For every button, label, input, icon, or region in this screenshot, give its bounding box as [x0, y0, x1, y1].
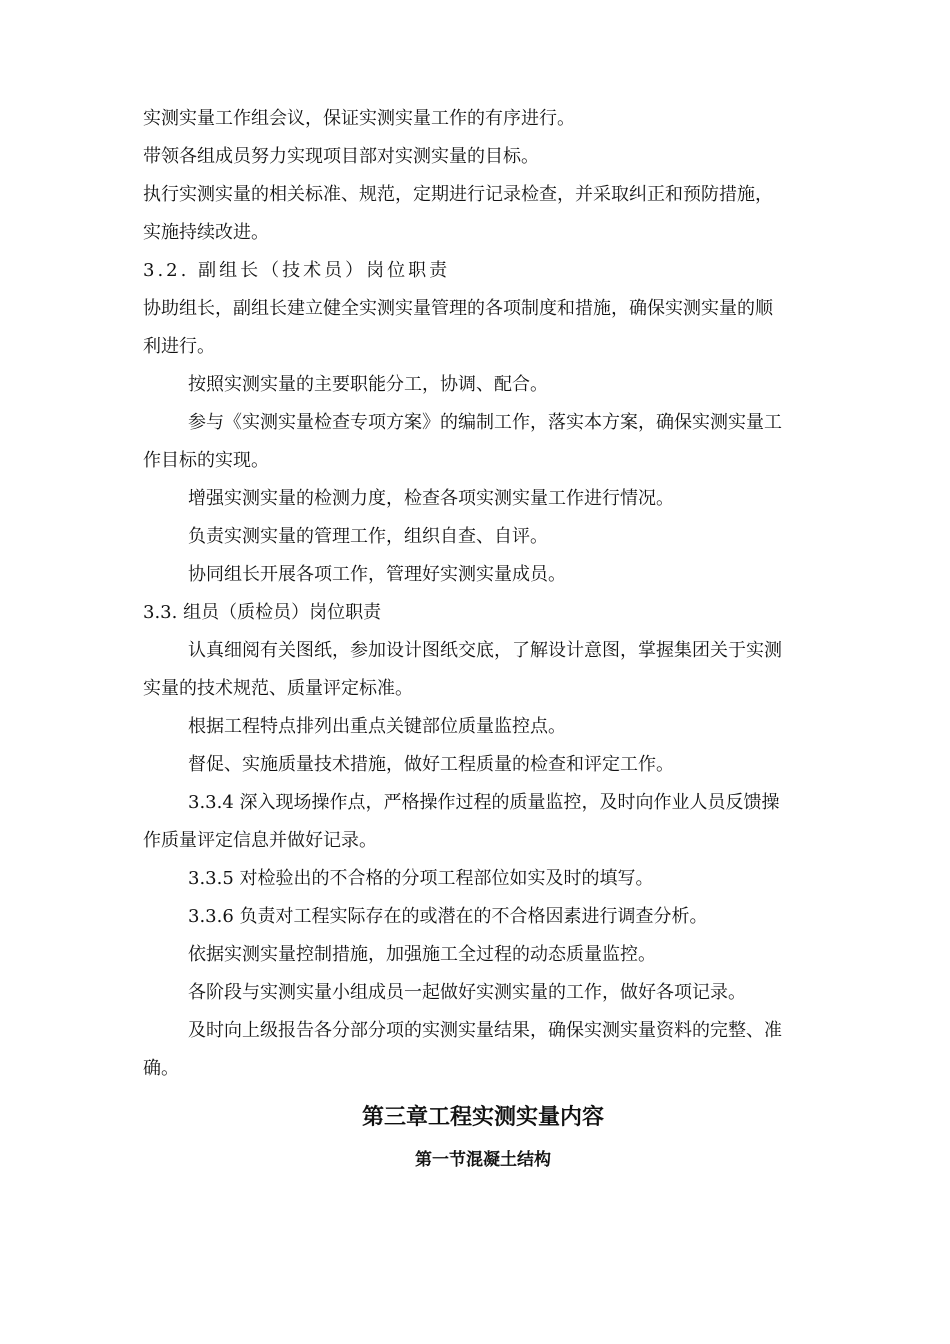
paragraph-line: 增强实测实量的检测力度，检查各项实测实量工作进行情况。 — [188, 488, 674, 509]
paragraph-line: 负责实测实量的管理工作，组织自查、自评。 — [188, 526, 548, 547]
subsection-heading: 3.3. 组员（质检员）岗位职责 — [143, 602, 382, 623]
paragraph-line: 确。 — [143, 1058, 179, 1079]
document-body — [143, 100, 823, 1178]
paragraph-line: 依据实测实量控制措施，加强施工全过程的动态质量监控。 — [188, 944, 656, 965]
paragraph-line: 实测实量工作组会议，保证实测实量工作的有序进行。 — [143, 108, 575, 129]
paragraph-line: 按照实测实量的主要职能分工，协调、配合。 — [188, 374, 548, 395]
paragraph-line: 作目标的实现。 — [143, 450, 269, 471]
subsection-heading: 3.2. 副组长（技术员）岗位职责 — [143, 260, 451, 281]
paragraph-line: 实量的技术规范、质量评定标准。 — [143, 678, 413, 699]
paragraph-line: 带领各组成员努力实现项目部对实测实量的目标。 — [143, 146, 539, 167]
paragraph-line: 及时向上级报告各分部分项的实测实量结果，确保实测实量资料的完整、准 — [188, 1020, 782, 1041]
paragraph-line: 作质量评定信息并做好记录。 — [143, 830, 377, 851]
paragraph-line: 3.3.5 对检验出的不合格的分项工程部位如实及时的填写。 — [188, 868, 654, 889]
chapter-title: 第三章工程实测实量内容 — [361, 1105, 604, 1130]
paragraph-line: 3.3.4 深入现场操作点，严格操作过程的质量监控，及时向作业人员反馈操 — [188, 792, 780, 813]
paragraph-line: 各阶段与实测实量小组成员一起做好实测实量的工作，做好各项记录。 — [188, 982, 746, 1003]
paragraph-line: 参与《实测实量检查专项方案》的编制工作，落实本方案，确保实测实量工 — [188, 412, 782, 433]
paragraph-line: 协同组长开展各项工作，管理好实测实量成员。 — [188, 564, 566, 585]
paragraph-line: 实施持续改进。 — [143, 222, 269, 243]
paragraph-line: 执行实测实量的相关标准、规范，定期进行记录检查，并采取纠正和预防措施， — [143, 184, 773, 205]
section-title: 第一节混凝土结构 — [415, 1150, 551, 1170]
paragraph-line: 协助组长，副组长建立健全实测实量管理的各项制度和措施，确保实测实量的顺 — [143, 298, 773, 319]
paragraph-line: 3.3.6 负责对工程实际存在的或潜在的不合格因素进行调查分析。 — [188, 906, 708, 927]
paragraph-line: 根据工程特点排列出重点关键部位质量监控点。 — [188, 716, 566, 737]
paragraph-line: 认真细阅有关图纸，参加设计图纸交底，了解设计意图，掌握集团关于实测 — [188, 640, 782, 661]
paragraph-line: 利进行。 — [143, 336, 215, 357]
paragraph-line: 督促、实施质量技术措施，做好工程质量的检查和评定工作。 — [188, 754, 674, 775]
